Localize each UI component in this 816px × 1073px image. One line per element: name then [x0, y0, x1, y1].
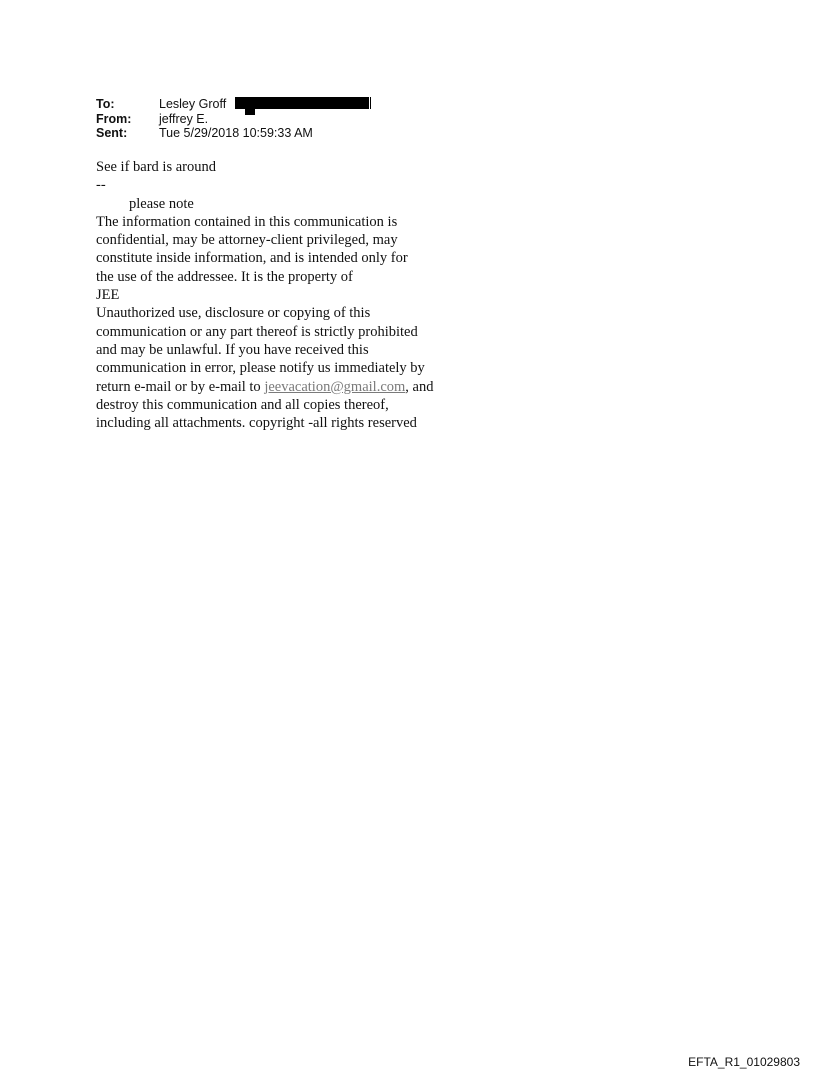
disclaimer-line: confidential, may be attorney-client privileged, may [96, 232, 398, 249]
disclaimer-line: constitute inside information, and is intended only for [96, 250, 408, 267]
email-link[interactable]: jeevacation@gmail.com [264, 378, 406, 395]
sent-row [96, 126, 313, 141]
from-row [96, 112, 313, 127]
disclaimer-line-with-email [96, 378, 496, 396]
redaction-block-tab [245, 109, 255, 115]
disclaimer-line: communication or any part thereof is strictly prohibited [96, 323, 418, 340]
disclaimer-text: return e-mail or by e-mail to [96, 378, 265, 395]
to-value: Lesley Groff [159, 97, 227, 111]
message-text: See if bard is around [96, 159, 216, 175]
disclaimer-line: The information contained in this communication is [96, 213, 398, 230]
disclaimer-line: communication in error, please notify us immediately by [96, 360, 425, 377]
disclaimer-heading: please note [129, 195, 194, 212]
redaction-block [235, 97, 369, 109]
redaction-bracket [369, 97, 371, 109]
document-id: EFTA_R1_01029803 [688, 1055, 800, 1069]
disclaimer-line: JEE [96, 287, 120, 304]
signature-separator: -- [96, 177, 106, 194]
sent-value: Tue 5/29/2018 10:59:33 AM [159, 126, 313, 140]
to-label: To: [96, 97, 115, 111]
from-label: From: [96, 111, 132, 126]
disclaimer-line: including all attachments. copyright -all rights reserved [96, 415, 417, 432]
disclaimer-line: Unauthorized use, disclosure or copying of this [96, 305, 371, 322]
disclaimer-line: destroy this communication and all copies thereof, [96, 396, 389, 413]
disclaimer-line: the use of the addressee. It is the property of [96, 268, 353, 285]
email-body [96, 158, 496, 432]
disclaimer-line: and may be unlawful. If you have received this [96, 341, 369, 358]
sent-label: Sent: [96, 126, 128, 140]
from-value: jeffrey E. [159, 111, 209, 126]
disclaimer-text: , and [405, 378, 434, 395]
